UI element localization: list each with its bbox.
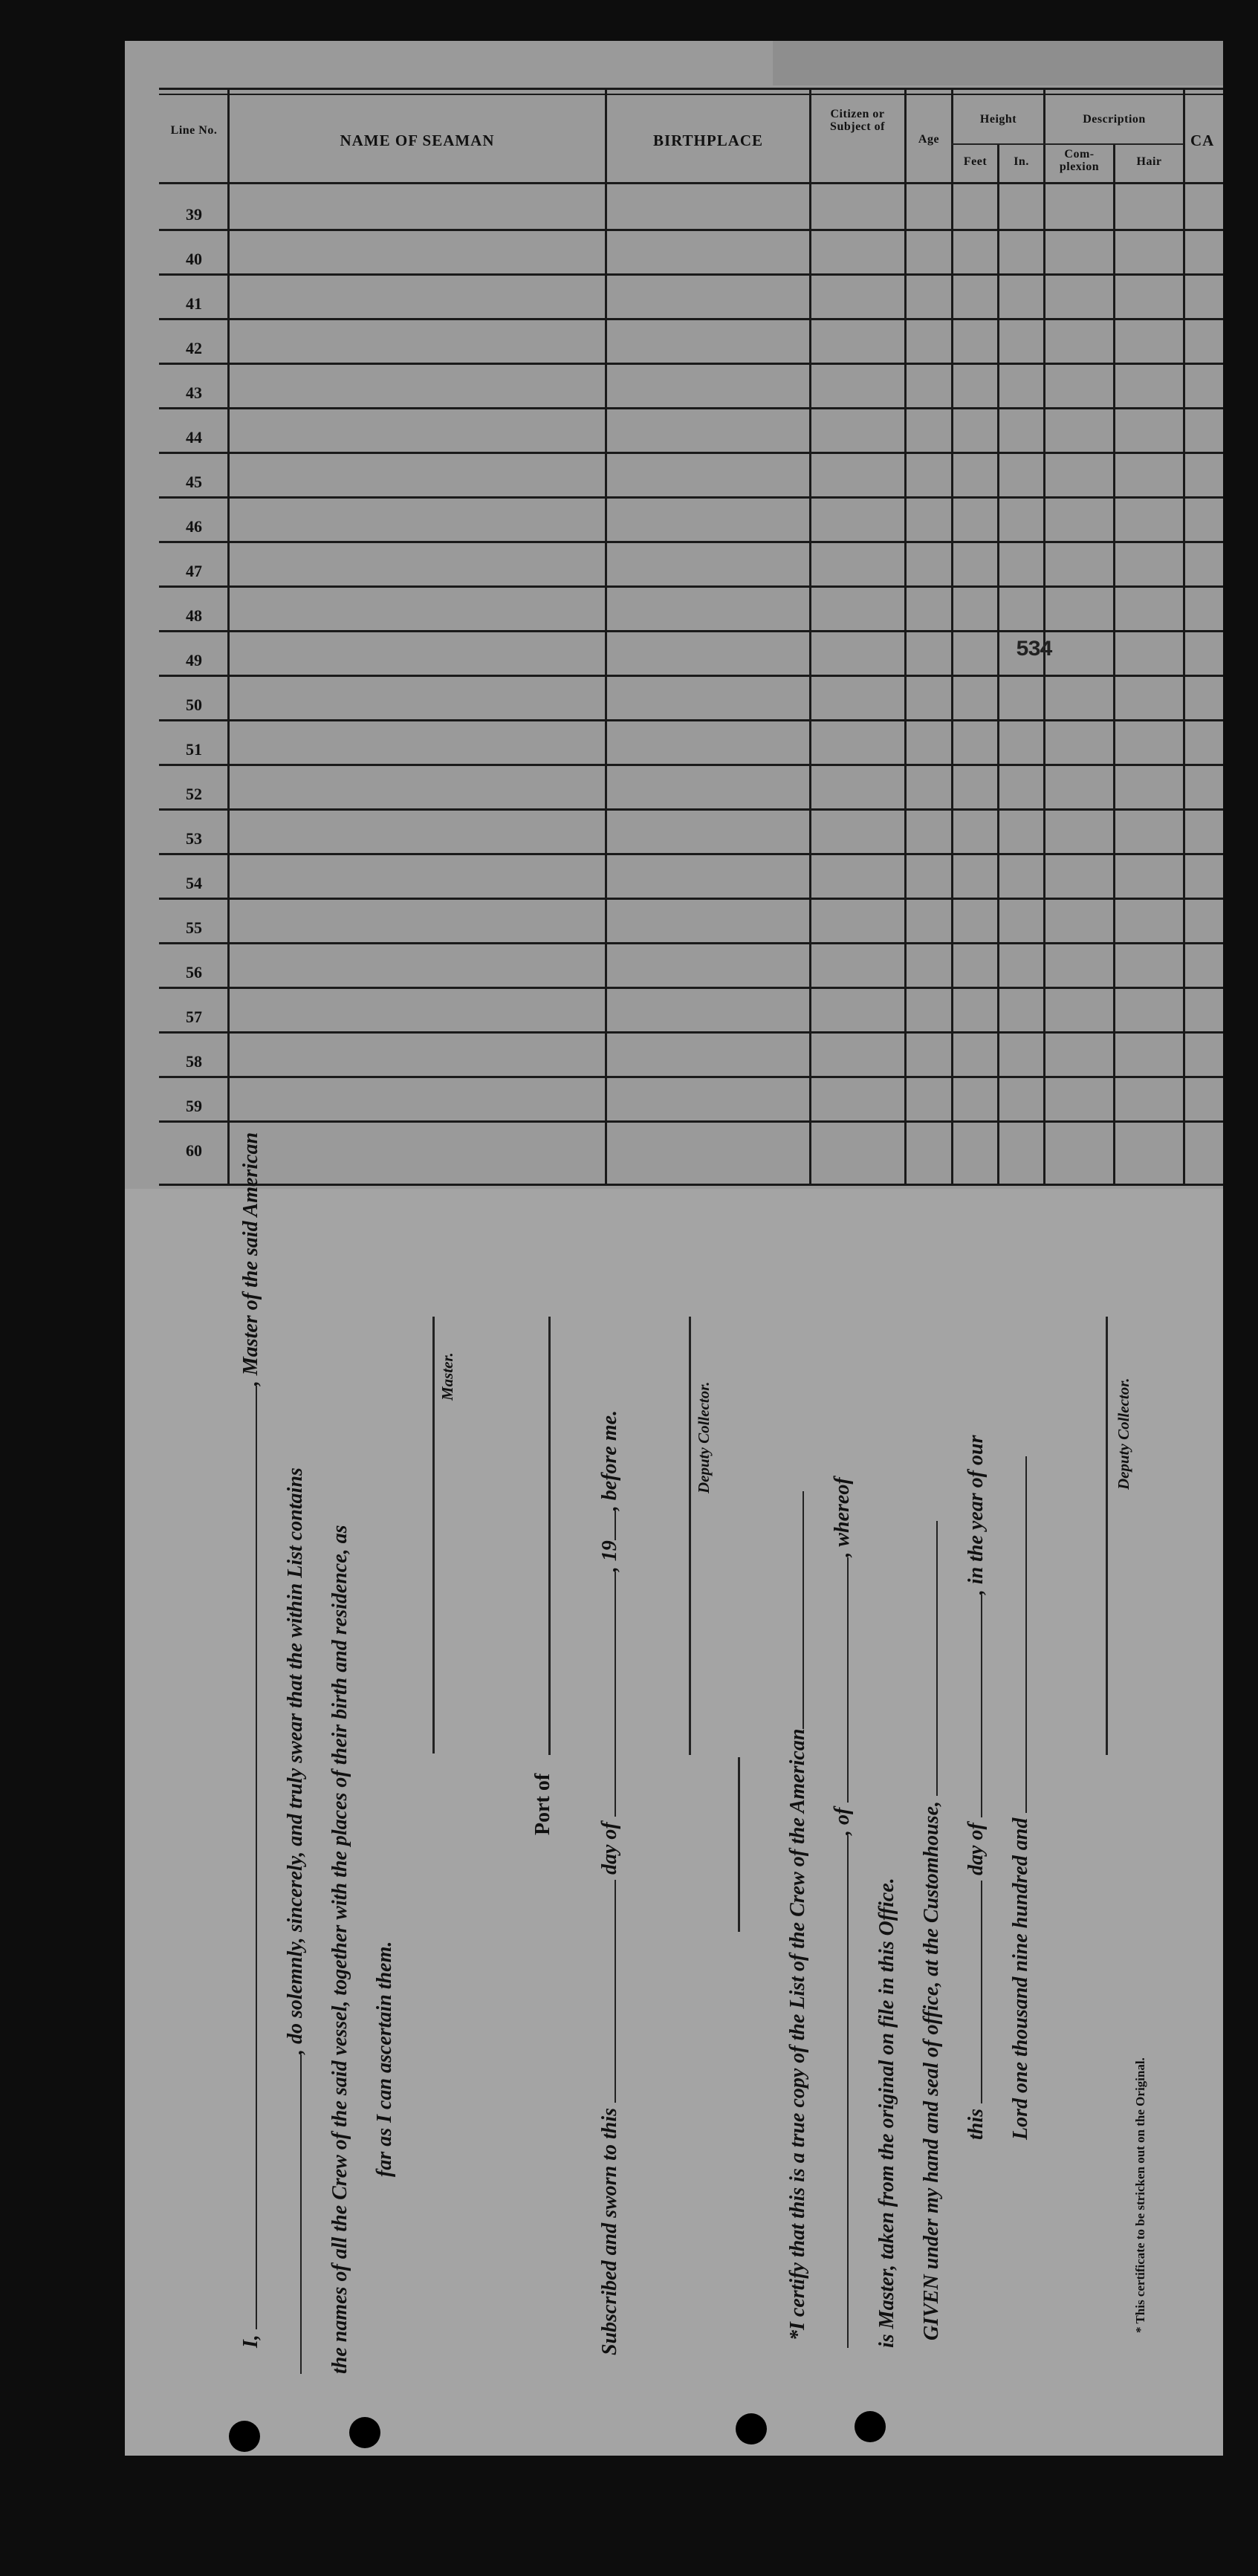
oath-line-4: far as I can ascertain them. <box>373 1941 396 2177</box>
row-rule <box>159 1120 1223 1123</box>
header-description: Description <box>1083 113 1146 126</box>
row-rule <box>159 853 1223 855</box>
line-number: 60 <box>186 1141 202 1160</box>
crew-list-table <box>159 88 1223 1186</box>
header-age: Age <box>918 133 940 146</box>
binder-hole <box>229 2421 260 2452</box>
deputy-collector-label-1: Deputy Collector. <box>695 1381 713 1493</box>
header-feet: Feet <box>963 155 988 168</box>
header-hair: Hair <box>1136 155 1162 168</box>
row-rule <box>159 719 1223 721</box>
line-number: 51 <box>186 740 202 759</box>
row-rule <box>159 808 1223 811</box>
row-rule <box>159 496 1223 499</box>
line-number: 50 <box>186 695 202 714</box>
header-cut-off: CA <box>1190 132 1215 149</box>
row-rule <box>159 987 1223 989</box>
line-number: 44 <box>186 428 202 447</box>
oath-line-3: the names of all the Crew of the said vessel, together with the places of their birth and residence, as <box>328 1525 351 2374</box>
row-rule <box>159 318 1223 320</box>
certificate-line-4: GIVEN under my hand and seal of office, at the Customhouse, <box>920 1521 944 2340</box>
row-rule <box>159 407 1223 409</box>
row-rule <box>159 675 1223 677</box>
line-number: 40 <box>186 250 202 268</box>
line-number: 43 <box>186 383 202 402</box>
header-line-no: Line No. <box>170 124 218 137</box>
port-blank-line <box>548 1317 551 1755</box>
line-number: 39 <box>186 205 202 224</box>
torn-edge <box>773 41 1223 85</box>
line-number: 52 <box>186 785 202 803</box>
footnote: * This certificate to be stricken out on the Original. <box>1133 2057 1147 2333</box>
header-complexion: Com- plexion <box>1059 148 1100 173</box>
row-rule <box>159 273 1223 276</box>
row-rule <box>159 541 1223 543</box>
separator-line <box>738 1757 740 1932</box>
line-number: 55 <box>186 918 202 937</box>
binder-hole <box>855 2411 886 2442</box>
line-number: 58 <box>186 1052 202 1071</box>
master-signature-line <box>432 1317 435 1753</box>
certificate-line-2: , of , whereof <box>831 1477 855 2348</box>
binder-hole <box>736 2413 767 2444</box>
line-number: 46 <box>186 517 202 536</box>
handwritten-mark: 534 <box>1016 637 1052 663</box>
deputy-signature-line-1 <box>689 1317 691 1755</box>
line-number: 47 <box>186 562 202 580</box>
row-rule <box>159 1076 1223 1078</box>
header-height: Height <box>979 113 1017 126</box>
header-inches: In. <box>1014 155 1029 168</box>
certificate-line-6: Lord one thousand nine hundred and <box>1009 1456 1033 2140</box>
deputy-collector-label-2: Deputy Collector. <box>1115 1378 1132 1490</box>
oath-line-2: , do solemnly, sincerely, and truly swear that the within List contains <box>284 1467 308 2374</box>
row-rule <box>159 898 1223 900</box>
binder-hole <box>349 2417 380 2448</box>
line-number: 56 <box>186 963 202 982</box>
row-rule <box>159 1031 1223 1034</box>
oath-line-1: I, , Master of the said American <box>239 1132 262 2348</box>
line-number: 59 <box>186 1097 202 1115</box>
certificate-line-1: *I certify that this is a true copy of the List of the Crew of the American <box>786 1491 810 2340</box>
row-rule <box>159 585 1223 588</box>
line-number: 45 <box>186 473 202 491</box>
row-rule <box>159 452 1223 454</box>
row-rule <box>159 229 1223 231</box>
line-number: 53 <box>186 829 202 848</box>
line-number: 54 <box>186 874 202 892</box>
header-name-of-seaman: NAME OF SEAMAN <box>340 132 495 149</box>
line-number: 41 <box>186 294 202 313</box>
line-number: 48 <box>186 606 202 625</box>
row-rule <box>159 363 1223 365</box>
certificate-line-5: this day of , in the year of our <box>964 1435 988 2140</box>
row-rule <box>159 942 1223 944</box>
master-label: Master. <box>438 1352 456 1401</box>
header-citizen-or-subject: Citizen or Subject of <box>830 108 885 133</box>
deputy-signature-line-2 <box>1106 1317 1108 1755</box>
sworn-line: Subscribed and sworn to this day of , 19, before me. <box>598 1409 621 2355</box>
header-birthplace: BIRTHPLACE <box>652 132 764 149</box>
row-rule <box>159 630 1223 632</box>
line-number: 42 <box>186 339 202 357</box>
certificate-line-3: is Master, taken from the original on file in this Office. <box>875 1878 898 2348</box>
line-number: 49 <box>186 651 202 669</box>
port-of-label: Port of <box>531 1773 554 1835</box>
row-rule <box>159 764 1223 766</box>
line-number: 57 <box>186 1008 202 1026</box>
